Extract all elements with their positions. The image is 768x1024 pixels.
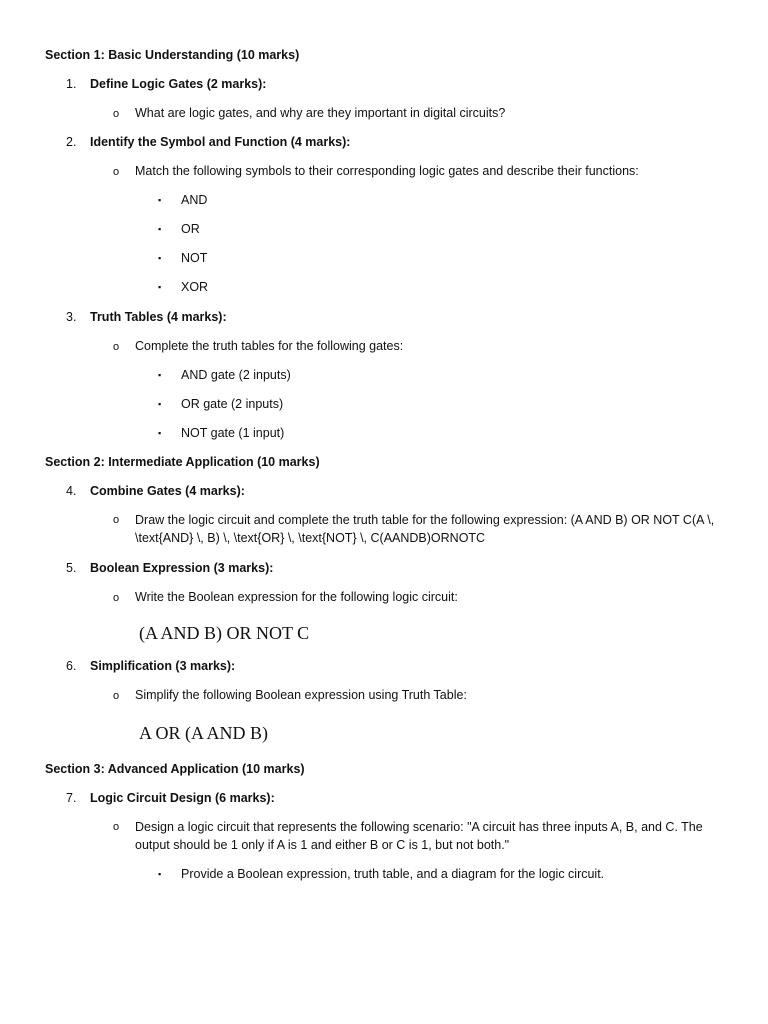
list-item [158,249,207,267]
question-3-bullet [113,337,403,356]
square-bullet-icon: ▪ [158,869,162,879]
bullet-text: Simplify the following Boolean expression using Truth Table: [135,688,467,702]
question-4 [66,482,245,500]
question-number: 4. [66,484,77,498]
circle-bullet-icon: o [113,592,120,604]
question-title: Define Logic Gates (2 marks): [90,77,267,91]
question-2 [66,133,350,151]
question-title: Simplification (3 marks): [90,659,236,673]
square-bullet-icon: ▪ [158,370,162,380]
question-1-bullet [113,104,505,123]
question-2-bullet [113,162,639,181]
bullet-text: Draw the logic circuit and complete the truth table for the following expression: (A AND B) OR NOT C(A \, \text{AND} \, B) \, \text{OR} \, \text{NOT} \, C(AANDB)ORNOTC [135,513,715,545]
question-number: 6. [66,659,77,673]
section-2-heading: Section 2: Intermediate Application (10 marks) [45,455,320,469]
question-number: 3. [66,310,77,324]
item-text: OR gate (2 inputs) [181,397,284,411]
question-6 [66,657,235,675]
square-bullet-icon: ▪ [158,428,162,438]
section-3-heading: Section 3: Advanced Application (10 marks) [45,762,305,776]
bullet-text: Match the following symbols to their corresponding logic gates and describe their functions: [135,164,639,178]
question-title: Boolean Expression (3 marks): [90,561,274,575]
question-7-bullet [113,818,725,854]
bullet-text: Complete the truth tables for the following gates: [135,339,404,353]
question-3 [66,308,227,326]
question-6-bullet [113,686,467,705]
bullet-text: What are logic gates, and why are they important in digital circuits? [135,106,506,120]
question-5 [66,559,273,577]
bullet-text: Design a logic circuit that represents the following scenario: "A circuit has three inputs A, B, and C. The output should be 1 only if A is 1 and either B or C is 1, but not both." [135,820,703,852]
circle-bullet-icon: o [113,341,120,353]
square-bullet-icon: ▪ [158,253,162,263]
circle-bullet-icon: o [113,108,120,120]
item-text: XOR [181,280,209,294]
question-title: Truth Tables (4 marks): [90,310,227,324]
question-1 [66,75,266,93]
question-number: 7. [66,791,77,805]
math-expression: A OR (A AND B) [139,723,269,743]
circle-bullet-icon: o [113,514,120,526]
question-title: Combine Gates (4 marks): [90,484,245,498]
question-4-bullet [113,511,725,547]
list-item [158,424,284,442]
item-text: AND [181,193,208,207]
question-title: Logic Circuit Design (6 marks): [90,791,275,805]
bullet-text: Write the Boolean expression for the following logic circuit: [135,590,458,604]
question-7 [66,789,275,807]
item-text: OR [181,222,200,236]
list-item [158,278,208,296]
question-number: 5. [66,561,77,575]
circle-bullet-icon: o [113,166,120,178]
list-item [158,366,291,384]
item-text: AND gate (2 inputs) [181,368,291,382]
item-text: Provide a Boolean expression, truth table, and a diagram for the logic circuit. [181,867,605,881]
question-number: 1. [66,77,77,91]
list-item [158,220,200,238]
square-bullet-icon: ▪ [158,224,162,234]
item-text: NOT [181,251,208,265]
square-bullet-icon: ▪ [158,282,162,292]
item-text: NOT gate (1 input) [181,426,285,440]
circle-bullet-icon: o [113,821,120,833]
square-bullet-icon: ▪ [158,195,162,205]
question-5-bullet [113,588,458,607]
math-expression: (A AND B) OR NOT C [139,623,310,643]
section-1-heading: Section 1: Basic Understanding (10 marks) [45,48,300,62]
circle-bullet-icon: o [113,690,120,702]
list-item [158,865,604,883]
square-bullet-icon: ▪ [158,399,162,409]
question-number: 2. [66,135,77,149]
question-title: Identify the Symbol and Function (4 marks): [90,135,351,149]
list-item [158,191,207,209]
list-item [158,395,283,413]
